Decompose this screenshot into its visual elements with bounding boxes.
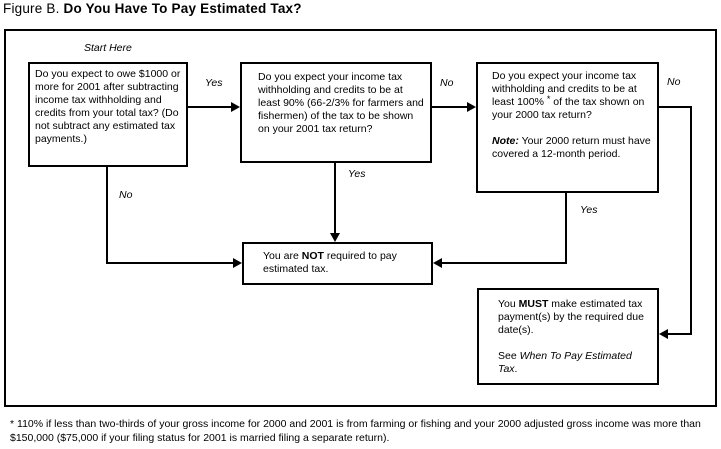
start-here-label: Start Here — [84, 42, 132, 54]
arrowhead-left-icon — [433, 258, 442, 268]
result-text: required to pay estimated tax. — [263, 250, 397, 275]
figure-title-main: Do You Have To Pay Estimated Tax? — [63, 1, 302, 16]
flow-box-text — [492, 70, 652, 122]
note-label: Note: — [492, 135, 519, 147]
connector-line — [188, 106, 233, 108]
arrowhead-right-icon — [467, 102, 476, 112]
flow-box-90-percent-question — [240, 62, 432, 163]
no-label: No — [119, 189, 133, 201]
arrowhead-down-icon — [330, 233, 340, 242]
connector-line — [106, 262, 234, 264]
result-emphasis: NOT — [301, 250, 324, 262]
result-text: You are — [263, 250, 302, 262]
flow-box-reference — [498, 350, 652, 376]
flow-box-note — [492, 135, 652, 161]
see-text: See — [498, 350, 520, 362]
footnote-asterisk: * — [546, 94, 551, 104]
result-text: make estimated tax payment(s) by the required due date(s). — [498, 298, 644, 336]
connector-line — [106, 167, 108, 264]
arrowhead-right-icon — [233, 258, 242, 268]
footnote: * 110% if less than two-thirds of your gross income for 2000 and 2001 is from farming or fishing and your 2000 adjusted gross income was more than $150,000 ($75,000 if your filing status for 2001 is married filing a separate return). — [10, 418, 701, 444]
connector-line — [565, 193, 567, 264]
no-label: No — [440, 77, 454, 89]
flow-box-text: Do you expect your income tax withholding and credits to be at least 90% (66-2/3% for farmers and fishermen) of the tax to be shown on your 2001 tax return? — [258, 71, 424, 135]
flow-box-text: Do you expect to owe $1000 or more for 2001 after subtracting income tax withholding and credits from your total tax? (Do not subtract any estimated tax payments.) — [35, 68, 181, 145]
figure-title-prefix: Figure B. — [3, 1, 64, 16]
note-text: Your 2000 return must have covered a 12-month period. — [492, 135, 651, 160]
arrowhead-left-icon — [659, 329, 668, 339]
connector-line — [690, 106, 692, 335]
flow-box-text — [498, 298, 652, 337]
figure-title — [3, 1, 302, 16]
result-emphasis: MUST — [518, 298, 549, 310]
question-text: Do you expect your income tax withholding and credits to be at least 100% — [492, 70, 637, 108]
result-text: You — [498, 298, 519, 310]
arrowhead-right-icon — [231, 102, 240, 112]
connector-line — [659, 106, 692, 108]
yes-label: Yes — [348, 168, 366, 180]
yes-label: Yes — [205, 77, 223, 89]
no-label: No — [667, 76, 681, 88]
connector-line — [442, 262, 567, 264]
reference-title: When To Pay Estimated Tax — [498, 350, 632, 375]
connector-line — [432, 106, 468, 108]
yes-label: Yes — [580, 204, 598, 216]
question-text: of the tax shown on your 2000 tax return? — [492, 96, 645, 121]
flow-box-not-required-result — [242, 242, 433, 285]
connector-line — [334, 163, 336, 234]
flow-box-100-percent-question — [476, 62, 659, 193]
flow-box-owe-1000-question — [28, 62, 188, 167]
connector-line — [668, 333, 692, 335]
flow-box-text — [263, 250, 426, 276]
flow-box-must-pay-result — [477, 288, 659, 385]
see-text: . — [514, 363, 518, 375]
